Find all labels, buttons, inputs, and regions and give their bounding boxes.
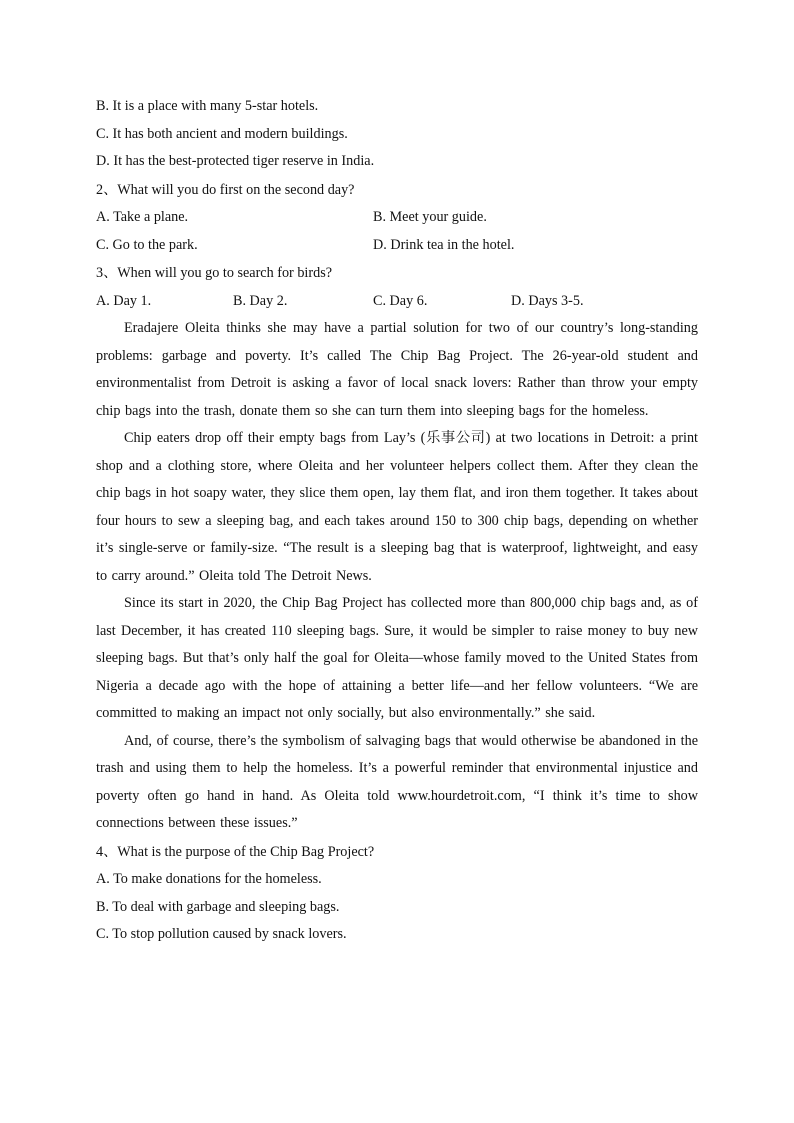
q3-option-c[interactable]: C. Day 6.: [373, 292, 428, 309]
q3-question: 3、When will you go to search for birds?: [96, 265, 333, 281]
passage-paragraph-2: Chip eaters drop off their empty bags from Lay’s (乐事公司) at two locations in Detroit: a print shop and a clothing store, where Oleita and her volunteer helpers collect them. After they clean the chip bags in hot soapy water, they slice them open, lay them flat, and iron them together. It takes about four hours to sew a sleeping bag, and each takes around 150 to 300 chip bags, depending on whether it’s single-serve or family-size. “The result is a sleeping bag that is waterproof, lightweight, and easy to carry around.” Oleita told The Detroit News.: [96, 430, 698, 584]
reading-passage: [96, 315, 698, 838]
q2-option-c[interactable]: C. Go to the park.: [96, 236, 198, 253]
q2-options-row-2: [96, 232, 698, 260]
q1-option-c[interactable]: C. It has both ancient and modern buildings.: [96, 125, 348, 142]
question-4: [96, 839, 698, 949]
q3-option-b[interactable]: B. Day 2.: [233, 292, 288, 309]
q1-option-b[interactable]: B. It is a place with many 5-star hotels.: [96, 98, 319, 114]
passage-paragraph-1: Eradajere Oleita thinks she may have a partial solution for two of our country’s long-standing problems: garbage and poverty. It’s called The Chip Bag Project. The 26-year-old student and environmentalist from Detroit is asking a favor of local snack lovers: Rather than throw your empty chip bags into the trash, donate them so she can turn them into sleeping bags for the homeless.: [96, 320, 698, 419]
q4-option-c[interactable]: C. To stop pollution caused by snack lovers.: [96, 926, 347, 942]
question-2: [96, 177, 698, 260]
q2-question: 2、What will you do first on the second day?: [96, 181, 355, 198]
q3-options-row: [96, 288, 698, 316]
question-3: [96, 260, 698, 315]
q3-option-d[interactable]: D. Days 3-5.: [511, 292, 584, 309]
q4-option-b[interactable]: B. To deal with garbage and sleeping bags.: [96, 898, 340, 915]
document-page: [96, 93, 698, 949]
q2-option-d[interactable]: D. Drink tea in the hotel.: [373, 236, 515, 253]
q4-option-a[interactable]: A. To make donations for the homeless.: [96, 871, 322, 887]
question-1-options: [96, 93, 698, 176]
q2-option-a[interactable]: A. Take a plane.: [96, 209, 189, 225]
passage-paragraph-4: And, of course, there’s the symbolism of salvaging bags that would otherwise be abandoned in the trash and using them to help the homeless. It’s a powerful reminder that environmental injustice and poverty often go hand in hand. As Oleita told www.hourdetroit.com, “I think it’s time to show connections between these issues.”: [96, 732, 698, 831]
q2-options-row-1: [96, 204, 698, 232]
passage-paragraph-3: Since its start in 2020, the Chip Bag Project has collected more than 800,000 chip bags and, as of last December, it has created 110 sleeping bags. Sure, it would be simpler to raise money to buy new sleeping bags. But that’s only half the goal for Oleita—whose family moved to the United States from Nigeria a decade ago with the hope of attaining a better life—and her fellow volunteers. “We are committed to making an impact not only socially, but also environmentally.” she said.: [96, 595, 698, 721]
q4-question: 4、What is the purpose of the Chip Bag Project?: [96, 843, 375, 860]
q2-option-b[interactable]: B. Meet your guide.: [373, 209, 487, 225]
q3-option-a[interactable]: A. Day 1.: [96, 292, 152, 309]
q1-option-d[interactable]: D. It has the best-protected tiger reserve in India.: [96, 153, 375, 169]
